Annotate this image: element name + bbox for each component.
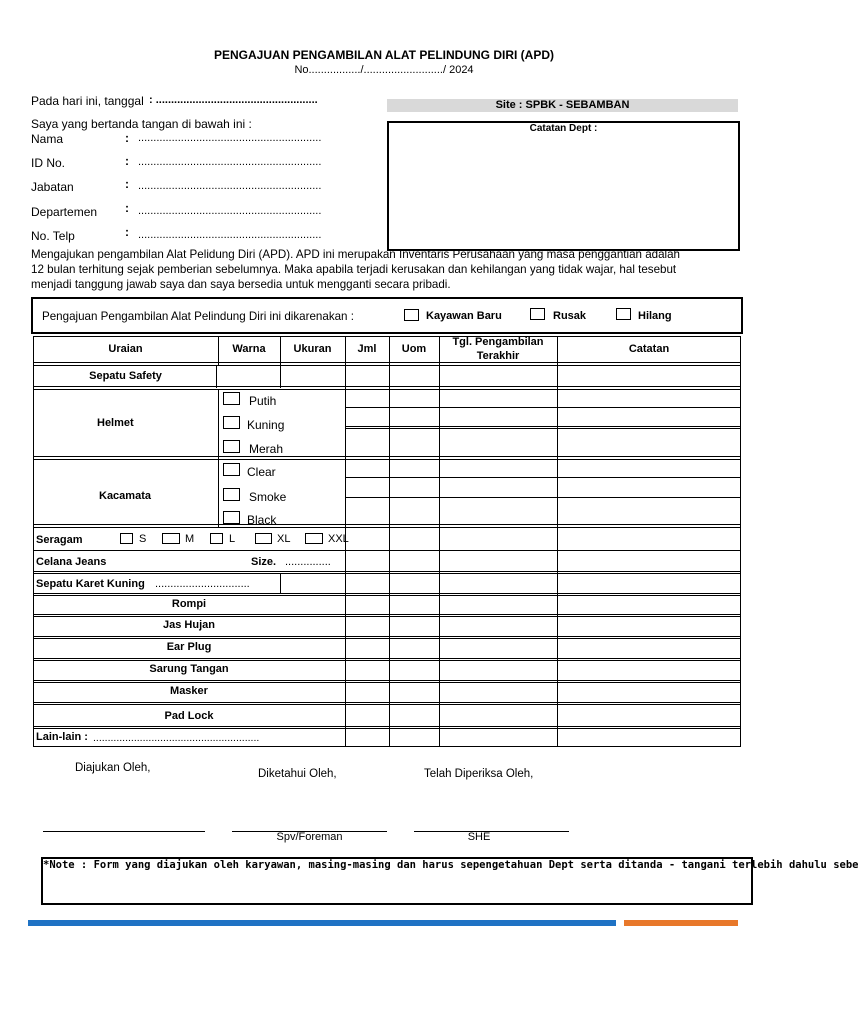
- header-terakhir: Terakhir: [476, 350, 520, 362]
- glasses-color-black: Black: [247, 513, 277, 527]
- checkbox-helmet-putih[interactable]: [223, 392, 240, 405]
- statement-line-1: Mengajukan pengambilan Alat Pelidung Diri (APD). APD ini merupakan Inventaris Perusahaan yang masa penggantian adalah: [31, 248, 681, 261]
- size-s: S: [139, 533, 147, 545]
- item-sepatu-safety: Sepatu Safety: [89, 370, 162, 382]
- checkbox-size-m[interactable]: [162, 533, 180, 544]
- form-title: PENGAJUAN PENGAMBILAN ALAT PELINDUNG DIRI (APD): [213, 48, 554, 62]
- field-colon: :: [125, 201, 129, 215]
- item-masker: Masker: [170, 685, 208, 697]
- size-xl: XL: [277, 533, 291, 545]
- footer-stripe-orange: [624, 920, 738, 926]
- checkbox-size-s[interactable]: [120, 533, 133, 544]
- field-label-departemen: Departemen: [31, 205, 98, 219]
- size-xxl: XXL: [328, 533, 349, 545]
- item-rompi: Rompi: [171, 598, 207, 610]
- checkbox-size-xl[interactable]: [255, 533, 272, 544]
- field-label-jabatan: Jabatan: [31, 180, 74, 194]
- glasses-color-smoke: Smoke: [249, 490, 287, 504]
- checkbox-glasses-clear[interactable]: [223, 463, 240, 476]
- option-rusak: Rusak: [553, 310, 587, 322]
- item-sepatu-karet-kuning: Sepatu Karet Kuning: [36, 578, 145, 590]
- header-uraian: Uraian: [108, 343, 143, 355]
- document-number: No................./........................../ 2024: [294, 64, 474, 76]
- signature-line-submitter[interactable]: [43, 831, 205, 832]
- header-tgl-pengambilan: Tgl. Pengambilan: [452, 336, 544, 348]
- item-lain-lain: Lain-lain :: [36, 731, 88, 743]
- dept-notes-label: Catatan Dept :: [529, 123, 598, 134]
- date-label: Pada hari ini, tanggal: [31, 94, 144, 108]
- field-colon: :: [125, 177, 129, 191]
- signer-label: Saya yang bertanda tangan di bawah ini :: [31, 117, 252, 131]
- checkbox-size-xxl[interactable]: [305, 533, 323, 544]
- size-l: L: [229, 533, 236, 545]
- spv-foreman-label: Spv/Foreman: [276, 831, 343, 843]
- field-label-id: ID No.: [31, 156, 66, 170]
- statement-line-2: 12 bulan terhitung sejak pemberian sebelumnya. Maka apabila terjadi kerusakan dan kehilangan yang tidak wajar, hal tesebut: [31, 263, 677, 276]
- submitted-by-label: Diajukan Oleh,: [75, 762, 151, 774]
- option-hilang: Hilang: [638, 310, 672, 322]
- item-seragam: Seragam: [36, 534, 83, 546]
- nama-field[interactable]: ............................................................: [138, 132, 322, 144]
- checkbox-glasses-smoke[interactable]: [223, 488, 240, 501]
- size-m: M: [185, 533, 195, 545]
- telp-field[interactable]: ............................................................: [138, 229, 322, 241]
- statement-line-3: menjadi tanggung jawab saya dan saya bersedia untuk mengganti secara pribadi.: [31, 278, 451, 291]
- she-label: SHE: [467, 831, 491, 843]
- header-catatan: Catatan: [628, 343, 670, 355]
- item-pad-lock: Pad Lock: [164, 710, 214, 722]
- item-celana-jeans: Celana Jeans: [36, 556, 107, 568]
- checkbox-helmet-merah[interactable]: [223, 440, 240, 453]
- known-by-label: Diketahui Oleh,: [258, 768, 337, 780]
- header-uom: Uom: [401, 343, 427, 355]
- note-box: [41, 857, 858, 905]
- field-label-nama: Nama: [31, 132, 64, 146]
- date-field[interactable]: : .....................................................: [149, 94, 318, 106]
- header-ukuran: Ukuran: [293, 343, 332, 355]
- option-kayawan-baru: Kayawan Baru: [426, 310, 502, 322]
- header-warna: Warna: [232, 343, 266, 355]
- checkbox-helmet-kuning[interactable]: [223, 416, 240, 429]
- jabatan-field[interactable]: ............................................................: [138, 180, 322, 192]
- id-field[interactable]: ............................................................: [138, 156, 322, 168]
- departemen-field[interactable]: ............................................................: [138, 205, 322, 217]
- note-text: *Note : Form yang diajukan oleh karyawan, masing-masing dan harus sepengetahuan Dept serta ditanda - tangani terlebih dahulu sebe: [43, 859, 858, 871]
- field-colon: :: [125, 154, 129, 168]
- helmet-color-kuning: Kuning: [247, 418, 285, 432]
- jeans-size-label: Size.: [251, 556, 277, 568]
- jeans-size-field[interactable]: ...............: [285, 556, 331, 568]
- item-kacamata: Kacamata: [99, 490, 151, 502]
- checkbox-size-l[interactable]: [210, 533, 223, 544]
- helmet-color-merah: Merah: [249, 442, 284, 456]
- item-jas-hujan: Jas Hujan: [163, 619, 215, 631]
- others-field[interactable]: .........................................................: [93, 732, 260, 744]
- item-sarung-tangan: Sarung Tangan: [149, 663, 229, 675]
- header-jml: Jml: [357, 343, 377, 355]
- rubber-boots-field[interactable]: ...............................: [155, 578, 250, 590]
- field-colon: :: [125, 131, 129, 145]
- site-label: Site : SPBK - SEBAMBAN: [387, 99, 738, 112]
- item-ear-plug: Ear Plug: [166, 641, 212, 653]
- checked-by-label: Telah Diperiksa Oleh,: [424, 768, 534, 780]
- helmet-color-putih: Putih: [249, 394, 277, 408]
- checkbox-glasses-black[interactable]: [223, 511, 240, 524]
- item-helmet: Helmet: [97, 417, 134, 429]
- field-label-telp: No. Telp: [31, 229, 75, 243]
- field-colon: :: [125, 225, 129, 239]
- reason-label: Pengajuan Pengambilan Alat Pelindung Diri ini dikarenakan :: [42, 310, 354, 323]
- footer-stripe-blue: [28, 920, 616, 926]
- glasses-color-clear: Clear: [247, 465, 276, 479]
